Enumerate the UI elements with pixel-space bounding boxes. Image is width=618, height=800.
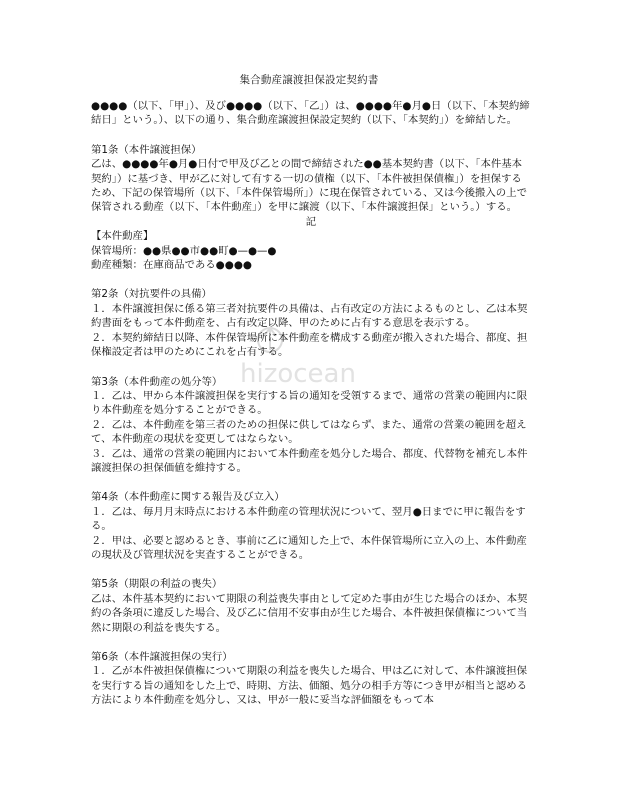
article-2-para-1: １．本件譲渡担保に係る第三者対抗要件の具備は、占有改定の方法によるものとし、乙は本契約書面をもって本件動産を、占有改定以降、甲のために占有する意思を表示する。 (91, 302, 528, 330)
article-4-para-1: １．乙は、毎月月末時点における本件動産の管理状況について、翌月●日までに甲に報告をする。 (91, 505, 526, 533)
article-3-para-1: １．乙は、甲から本件譲渡担保を実行する旨の通知を受領するまで、通常の営業の範囲内に限り本件動産を処分することができる。 (91, 389, 528, 417)
property-type: 動産種類：在庫商品である●●●● (91, 259, 252, 272)
article-5-text: 乙は、本件基本契約において期限の利益喪失事由として定めた事由が生じた場合のほか、本契約の各条項に違反した場合、及び乙に信用不安事由が生じた場合、本件被担保債権について当然に期限の利益を喪失する。 (91, 592, 528, 634)
article-2-heading: 第2条（対抗要件の具備） (91, 288, 212, 301)
article-4-para-2: ２．甲は、必要と認めるとき、事前に乙に通知した上で、本件保管場所に立入の上、本件動産の現状及び管理状況を実査することができる。 (91, 534, 527, 561)
article-2-para-2: ２．本契約締結日以降、本件保管場所に本件動産を構成する動産が搬入された場合、都度、担保権設定者は甲のためにこれを占有する。 (91, 331, 528, 359)
article-3-para-3: ３．乙は、通常の営業の範囲内において本件動産を処分した場合、都度、代替物を補充し本件譲渡担保の担保価値を維持する。 (91, 447, 528, 474)
article-3-heading: 第3条（本件動産の処分等） (91, 375, 223, 388)
document-body (91, 99, 531, 708)
property-heading: 【本件動産】 (91, 230, 154, 243)
article-1-text: 乙は、●●●●年●月●日付で甲及び乙との間で締結された●●基本契約書（以下、「本件基本契約」）に基づき、甲が乙に対して有する一切の債権（以下、「本件被担保債権」）を担保するため、下記の保管場所（以下、「本件保管場所」）に現在保管されている、又は今後搬入の上で保管される動産（以下、「本件動産」）を甲に譲渡（以下、「本件譲渡担保」という。）する。 (91, 158, 527, 214)
ki-marker: 記 (305, 215, 317, 228)
property-location: 保管場所：●●県●●市●●町●—●—● (91, 244, 277, 257)
article-3-para-2: ２．乙は、本件動産を第三者のための担保に供してはならず、また、通常の営業の範囲を超えて、本件動産の現状を変更してはならない。 (91, 418, 527, 446)
document-title: 集合動産譲渡担保設定契約書 (239, 74, 379, 86)
preamble: ●●●●（以下、「甲」）、及び●●●●（以下、「乙」）は、●●●●年●月●日（以下、「本契約締結日」という。）、以下の通り、集合動産譲渡担保設定契約（以下、「本契約」）を締結した。 (91, 100, 530, 127)
article-5-heading: 第5条（期限の利益の喪失） (91, 578, 223, 591)
article-6-heading: 第6条（本件譲渡担保の実行） (91, 651, 233, 663)
watermark-text: hizocean (240, 359, 356, 389)
article-4-heading: 第4条（本件動産に関する報告及び立入） (91, 491, 285, 504)
article-6-para-1: １．乙が本件被担保債権について期限の利益を喪失した場合、甲は乙に対して、本件譲渡担保を実行する旨の通知をした上で、時期、方法、価額、処分の相手方等につき甲が相当と認める方法により本件動産を処分し、又は、甲が一般に妥当な評価額をもって本 (91, 665, 527, 707)
article-1-heading: 第1条（本件譲渡担保） (91, 143, 202, 156)
